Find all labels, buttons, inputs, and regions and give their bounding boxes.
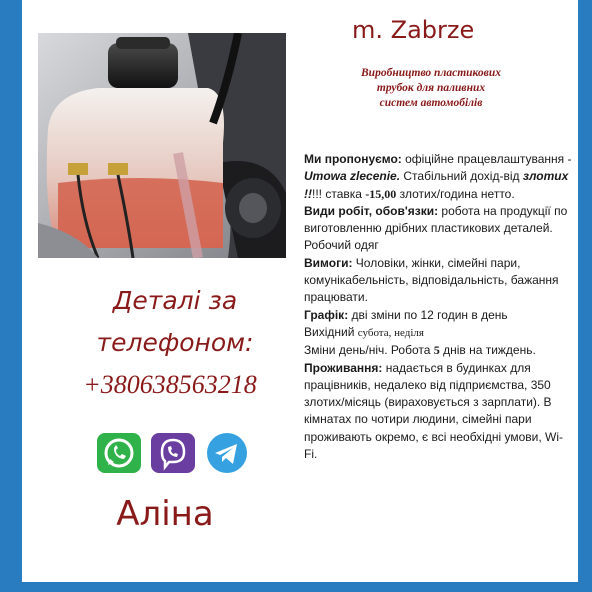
telegram-icon[interactable] — [204, 432, 250, 474]
requirements-label: Вимоги: — [304, 255, 353, 270]
schedule-text: Вихідний — [304, 324, 358, 339]
schedule-text: Зміни день/ніч. Робота — [304, 343, 434, 358]
contract-type: Umowa zlecenie. — [304, 169, 401, 184]
days-off: субота, неділя — [357, 326, 424, 339]
offer-paragraph — [304, 151, 572, 203]
subtitle — [316, 66, 546, 111]
rate: -15,00 — [365, 186, 397, 201]
details-line: телефоном: — [96, 328, 254, 357]
frame-left — [0, 0, 22, 592]
offer-text: злотих/година нетто. — [396, 186, 515, 201]
requirements-paragraph — [304, 255, 572, 307]
contact-details-heading — [60, 280, 290, 364]
offer-label: Ми пропонуємо: — [304, 152, 402, 166]
schedule-text: дві зміни по 12 годин в день — [348, 307, 508, 322]
subtitle-line: систем автомобілів — [379, 97, 483, 109]
messenger-icons — [96, 432, 250, 474]
housing-text: надається в будинках для працівників, недалеко від підприємства, 350 злотих/місяць (вираховується з зарплати). В кімнатах по чотири людини, сімейні пари проживають окремо, є всі необхідні умови, Wi-Fi. — [304, 360, 564, 462]
work-text: робота на продукції по виготовленню дрібних пластикових деталей. Робочий одяг — [304, 203, 568, 253]
offer-text: !!! ставка — [312, 186, 366, 201]
city-title: m. Zabrze — [352, 16, 475, 44]
schedule-paragraph — [304, 307, 572, 360]
subtitle-line: трубок для паливних — [376, 82, 486, 94]
engine-photo — [38, 33, 286, 258]
housing-paragraph — [304, 360, 572, 464]
frame-bottom — [0, 582, 592, 592]
days-number: 5 — [433, 343, 440, 358]
frame-right — [578, 0, 592, 592]
contact-name: Аліна — [116, 494, 214, 534]
phone-number[interactable]: +380638563218 — [83, 370, 257, 399]
subtitle-line: Виробництво пластикових — [361, 67, 501, 79]
whatsapp-icon[interactable] — [96, 432, 142, 474]
currency: злотих !! — [304, 169, 569, 201]
schedule-text: днів на тиждень. — [439, 343, 536, 358]
requirements-text: Чоловіки, жінки, сімейні пари, комунікабельність, відповідальність, бажання працювати. — [304, 255, 559, 305]
housing-label: Проживання: — [304, 360, 383, 375]
work-label: Види робіт, обов'язки: — [304, 203, 439, 218]
work-paragraph — [304, 203, 572, 255]
details-line: Деталі за — [112, 286, 238, 315]
job-info — [304, 151, 572, 463]
offer-text: офіційне працевлаштування - — [401, 152, 572, 166]
viber-icon[interactable] — [150, 432, 196, 474]
offer-text: Стабільний дохід-від — [400, 169, 523, 184]
schedule-label: Графік: — [304, 307, 349, 322]
